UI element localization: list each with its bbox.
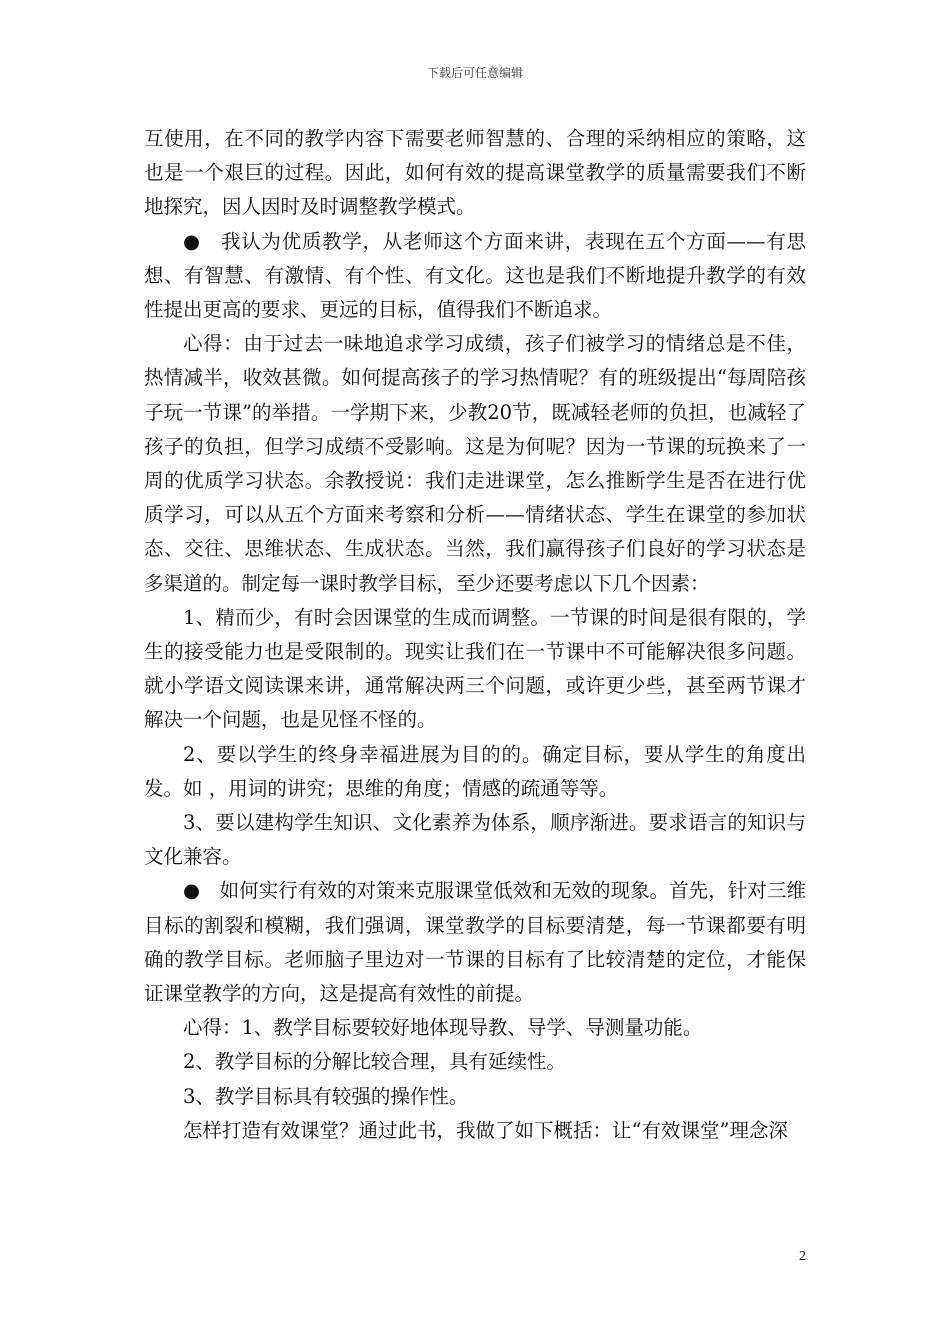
paragraph-point-1: 1、精而少，有时会因课堂的生成而调整。一节课的时间是很有限的，学生的接受能力也是受限制的。现实让我们在一节课中不可能解决很多问题。就小学语文阅读课来讲，通常解决两三个问题，或许更少些，甚至两节课才解决一个问题，也是见怪不怪的。 [144,605,806,732]
paragraph-goal-2: 2、教学目标的分解比较合理，具有延续性。 [183,1050,566,1074]
paragraph-goal-3: 3、教学目标具有较强的操作性。 [183,1084,469,1108]
paragraph-point-3: 3、要以建构学生知识、文化素养为体系，顺序渐进。要求语言的知识与文化兼容。 [144,811,806,869]
page-number: 2 [799,1249,806,1264]
paragraph-reflection-learning-state: 心得：由于过去一味地追求学习成绩，孩子们被学习的情绪总是不佳，热情减半，收效甚微。如何提高孩子的学习热情呢？有的班级提出“每周陪孩子玩一节课”的举措。一学期下来，少教20节，既减轻老师的负担，也减轻了孩子的负担，但学习成绩不受影响。这是为何呢？因为一节课的玩换来了一周的优质学习状态。余教授说：我们走进课堂，怎么推断学生是否在进行优质学习，可以从五个方面来考察和分析——情绪状态、学生在课堂的参加状态、交往、思维状态、生成状态。当然，我们赢得孩子们良好的学习状态是多渠道的。制定每一课时教学目标，至少还要考虑以下几个因素： [144,332,806,595]
paragraph-point-2: 2、要以学生的终身幸福进展为目的的。确定目标，要从学生的角度出发。如 ，用词的讲究；思维的角度；情感的疏通等等。 [144,742,806,800]
page-header: 下载后可任意编辑 [426,66,523,80]
paragraph-bullet-strategies: ● 如何实行有效的对策来克服课堂低效和无效的现象。首先，针对三维目标的割裂和模糊，我们强调，课堂教学的目标要清楚，每一节课都要有明确的教学目标。老师脑子里边对一节课的目标有了比较清楚的定位，才能保证课堂教学的方向，这是提高有效性的前提。 [144,879,806,1006]
paragraph-summary-start: 怎样打造有效课堂？通过此书，我做了如下概括：让“有效课堂”理念深 [183,1118,788,1142]
paragraph-continuation: 互使用，在不同的教学内容下需要老师智慧的、合理的采纳相应的策略，这也是一个艰巨的过程。因此，如何有效的提高课堂教学的质量需要我们不断地探究，因人因时及时调整教学模式。 [144,127,806,219]
document-body [144,122,806,1148]
paragraph-bullet-quality-teaching: ● 我认为优质教学，从老师这个方面来讲，表现在五个方面——有思想、有智慧、有激情、有个性、有文化。这也是我们不断地提升教学的有效性提出更高的要求、更远的目标，值得我们不断追求。 [144,229,806,322]
paragraph-reflection-goals: 心得：1、教学目标要较好地体现导教、导学、导测量功能。 [183,1016,703,1040]
